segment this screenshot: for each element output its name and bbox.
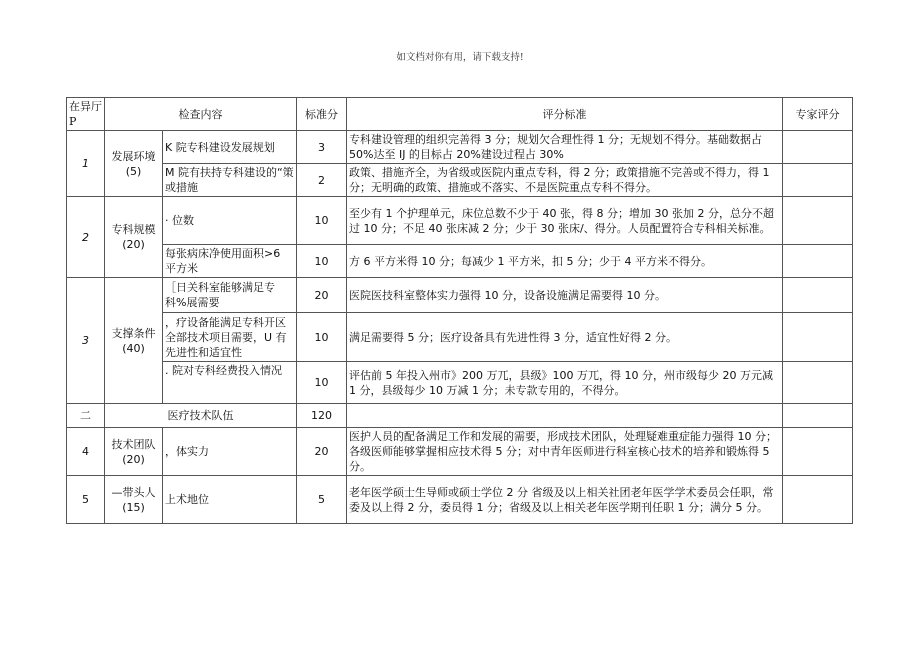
category-cell — [105, 476, 163, 524]
criteria-cell: 评估前 5 年投入州市》200 万兀，县级》100 万兀，得 10 分，州市级每少 20 万元减 1 分，县级每少 10 万减 1 分；未专款专用的，不得分。 — [347, 362, 783, 404]
category-label: 支撑条件 — [111, 326, 156, 340]
item-cell: · 位数 — [163, 197, 297, 245]
category-cell — [105, 428, 163, 476]
category-cell — [105, 278, 163, 404]
table-row — [67, 313, 853, 362]
category-score: (15) — [122, 500, 145, 514]
header-score: 标准分 — [297, 98, 347, 131]
header-expert: 专家评分 — [783, 98, 853, 131]
category-score: (5) — [125, 164, 142, 178]
category-score: (20) — [122, 238, 145, 251]
section-number: 二 — [67, 404, 105, 428]
item-cell: ［日关科室能够满足专科%展需要 — [163, 278, 297, 313]
expert-score-input[interactable] — [783, 404, 853, 428]
item-cell: 每张病床净使用面积>6 平方米 — [163, 245, 297, 278]
row-number: 4 — [67, 428, 105, 476]
score-cell: 10 — [297, 245, 347, 278]
table-row — [67, 278, 853, 313]
expert-score-input[interactable] — [783, 362, 853, 404]
row-number: 3 — [67, 278, 105, 404]
section-title: 医疗技术队伍 — [105, 404, 297, 428]
category-label: 专科规模 — [111, 223, 156, 236]
table-header-row — [67, 98, 853, 131]
criteria-cell: 专科建设管理的组织完善得 3 分；规划欠合理性得 1 分；无规划不得分。基础数据占 50%达至 IJ 的目标占 20%建设过程占 30% — [347, 131, 783, 164]
table-row — [67, 476, 853, 524]
table-row — [67, 245, 853, 278]
expert-score-input[interactable] — [783, 428, 853, 476]
category-label: 技术团队 — [111, 437, 156, 451]
item-cell: M 院有扶持专科建设的“策或措施 — [163, 164, 297, 197]
expert-score-input[interactable] — [783, 313, 853, 362]
row-number: 5 — [67, 476, 105, 524]
item-cell: ，体实力 — [163, 428, 297, 476]
criteria-cell: 老年医学硕士生导师或硕士学位 2 分 省级及以上相关社团老年医学学术委员会任职，常委及以上得 2 分，委员得 1 分；省级及以上相关老年医学期刊任职 1 分；满分 5 分。 — [347, 476, 783, 524]
item-cell: ，疗设备能满足专科开区全部技术项目需要，U 有先进性和适宜性 — [163, 313, 297, 362]
category-cell — [105, 197, 163, 278]
score-cell: 3 — [297, 131, 347, 164]
expert-score-input[interactable] — [783, 197, 853, 245]
table-row — [67, 428, 853, 476]
criteria-cell: 方 6 平方米得 10 分；每减少 1 平方米，扣 5 分；少于 4 平方米不得分。 — [347, 245, 783, 278]
criteria-cell: 政策、措施齐全，为省级或医院内重点专科，得 2 分；政策措施不完善或不得力，得 1 分；无明确的政策、措施或不落实、不是医院重点专科不得分。 — [347, 164, 783, 197]
header-criteria: 评分标准 — [347, 98, 783, 131]
score-cell: 20 — [297, 278, 347, 313]
criteria-cell: 至少有 1 个护理单元，床位总数不少于 40 张，得 8 分；增加 30 张加 2 分，总分不超过 10 分；不足 40 张床减 2 分；少于 30 张床/、得分。人员配置符合专科相关标准。 — [347, 197, 783, 245]
criteria-cell: 满足需要得 5 分；医疗设备具有先进性得 3 分，适宜性好得 2 分。 — [347, 313, 783, 362]
table-row — [67, 131, 853, 164]
score-cell: 10 — [297, 197, 347, 245]
category-cell — [105, 131, 163, 197]
score-cell: 20 — [297, 428, 347, 476]
row-number: 1 — [67, 131, 105, 197]
score-cell: 2 — [297, 164, 347, 197]
category-label: 发展环境 — [111, 149, 156, 163]
table-row — [67, 164, 853, 197]
criteria-cell: 医院医技科室整体实力强得 10 分，设备设施满足需要得 10 分。 — [347, 278, 783, 313]
item-cell: K 院专科建设发展规划 — [163, 131, 297, 164]
score-cell: 10 — [297, 313, 347, 362]
criteria-cell: 医护人员的配备满足工作和发展的需要，形成技术团队，处理疑难重症能力强得 10 分；各级医师能够掌握相应技术得 5 分；对中青年医师进行科室核心技术的培养和锻炼得 5 分。 — [347, 428, 783, 476]
category-label: —带头人 — [111, 485, 156, 499]
row-number: 2 — [67, 197, 105, 278]
expert-score-input[interactable] — [783, 278, 853, 313]
header-corner-cell: 在异厅 P — [67, 98, 105, 131]
document-header-note: 如文档对你有用，请下载支持! — [396, 52, 524, 63]
section-score: 120 — [297, 404, 347, 428]
expert-score-input[interactable] — [783, 245, 853, 278]
category-score: (40) — [122, 341, 145, 355]
evaluation-table — [66, 97, 853, 524]
score-cell: 5 — [297, 476, 347, 524]
item-cell: . 院对专科经费投入情况 — [163, 362, 297, 404]
item-cell: 上术地位 — [163, 476, 297, 524]
table-row — [67, 362, 853, 404]
expert-score-input[interactable] — [783, 131, 853, 164]
header-item: 检查内容 — [105, 98, 297, 131]
expert-score-input[interactable] — [783, 476, 853, 524]
criteria-cell — [347, 404, 783, 428]
section-row — [67, 404, 853, 428]
score-cell: 10 — [297, 362, 347, 404]
expert-score-input[interactable] — [783, 164, 853, 197]
category-score: (20) — [122, 452, 145, 466]
table-row — [67, 197, 853, 245]
